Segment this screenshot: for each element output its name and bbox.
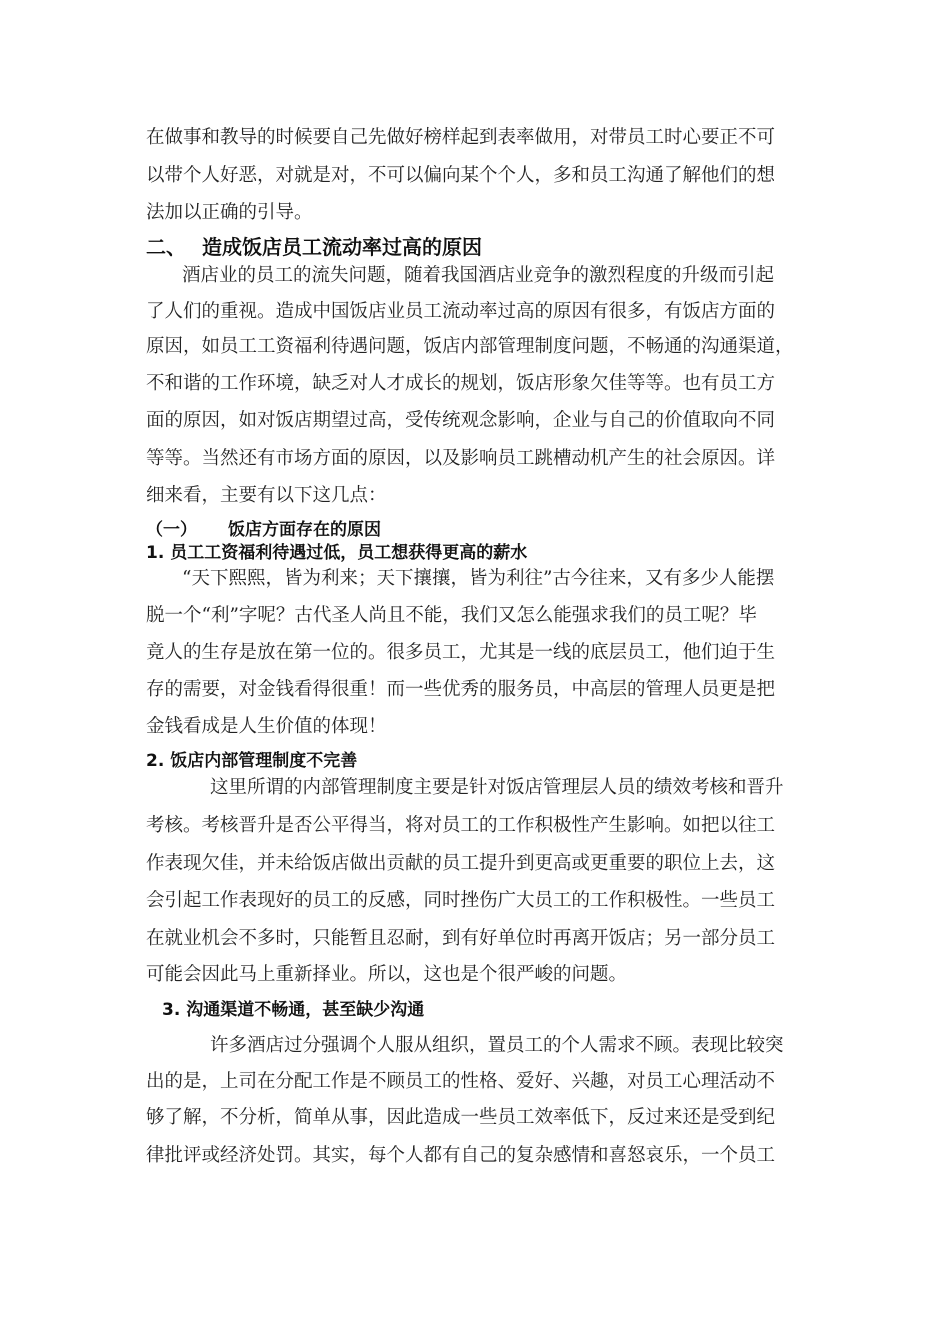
paragraph-line: 法加以正确的引导。	[146, 202, 313, 223]
paragraph-line: 脱一个“利”字呢？古代圣人尚且不能，我们又怎么能强求我们的员工呢？毕	[146, 605, 757, 626]
point-heading: 1. 员工工资福利待遇过低，员工想获得更高的薪水	[146, 543, 528, 563]
paragraph-line: 可能会因此马上重新择业。所以，这也是个很严峻的问题。	[146, 964, 628, 985]
paragraph-line: 原因，如员工工资福利待遇问题，饭店内部管理制度问题，不畅通的沟通渠道，	[146, 336, 794, 357]
section-title: 造成饭店员工流动率过高的原因	[202, 235, 482, 259]
paragraph-line: 会引起工作表现好的员工的反感，同时挫伤广大员工的工作积极性。一些员工	[146, 890, 776, 911]
point-heading: 3. 沟通渠道不畅通，甚至缺少沟通	[162, 1000, 425, 1020]
paragraph-line: 律批评或经济处罚。其实，每个人都有自己的复杂感情和喜怒哀乐，一个员工	[146, 1145, 776, 1166]
paragraph-line: 以带个人好恶，对就是对，不可以偏向某个个人，多和员工沟通了解他们的想	[146, 165, 776, 186]
subsection-number: （一）	[146, 520, 197, 540]
paragraph-line: 金钱看成是人生价值的体现！	[146, 716, 387, 737]
paragraph-line: 等等。当然还有市场方面的原因，以及影响员工跳槽动机产生的社会原因。详	[146, 448, 776, 469]
paragraph-line: 竟人的生存是放在第一位的。很多员工，尤其是一线的底层员工，他们迫于生	[146, 642, 776, 663]
paragraph-line: 面的原因，如对饭店期望过高，受传统观念影响，企业与自己的价值取向不同	[146, 410, 776, 431]
paragraph-line: 考核。考核晋升是否公平得当，将对员工的工作积极性产生影响。如把以往工	[146, 815, 776, 836]
section-number: 二、	[146, 235, 186, 259]
paragraph-line: 许多酒店过分强调个人服从组织，置员工的个人需求不顾。表现比较突	[210, 1035, 784, 1056]
paragraph-line: “天下熙熙，皆为利来；天下攘攘，皆为利往”古今往来，又有多少人能摆	[182, 568, 775, 589]
paragraph-line: 酒店业的员工的流失问题，随着我国酒店业竞争的激烈程度的升级而引起	[182, 265, 775, 286]
subsection-heading	[146, 519, 381, 541]
paragraph-line: 作表现欠佳，并未给饭店做出贡献的员工提升到更高或更重要的职位上去，这	[146, 853, 776, 874]
paragraph-line: 够了解，不分析，简单从事，因此造成一些员工效率低下，反过来还是受到纪	[146, 1107, 776, 1128]
paragraph-line: 细来看，主要有以下这几点：	[146, 485, 387, 506]
section-heading	[146, 234, 482, 260]
paragraph-line: 了人们的重视。造成中国饭店业员工流动率过高的原因有很多，有饭店方面的	[146, 301, 776, 322]
paragraph-line: 出的是，上司在分配工作是不顾员工的性格、爱好、兴趣，对员工心理活动不	[146, 1071, 776, 1092]
paragraph-line: 在做事和教导的时候要自己先做好榜样起到表率做用，对带员工时心要正不可	[146, 127, 776, 148]
paragraph-line: 不和谐的工作环境，缺乏对人才成长的规划，饭店形象欠佳等等。也有员工方	[146, 373, 776, 394]
paragraph-line: 这里所谓的内部管理制度主要是针对饭店管理层人员的绩效考核和晋升	[210, 777, 784, 798]
paragraph-line: 在就业机会不多时，只能暂且忍耐，到有好单位时再离开饭店；另一部分员工	[146, 928, 776, 949]
subsection-title: 饭店方面存在的原因	[228, 520, 381, 540]
point-heading: 2. 饭店内部管理制度不完善	[146, 751, 358, 771]
paragraph-line: 存的需要，对金钱看得很重！而一些优秀的服务员，中高层的管理人员更是把	[146, 679, 776, 700]
